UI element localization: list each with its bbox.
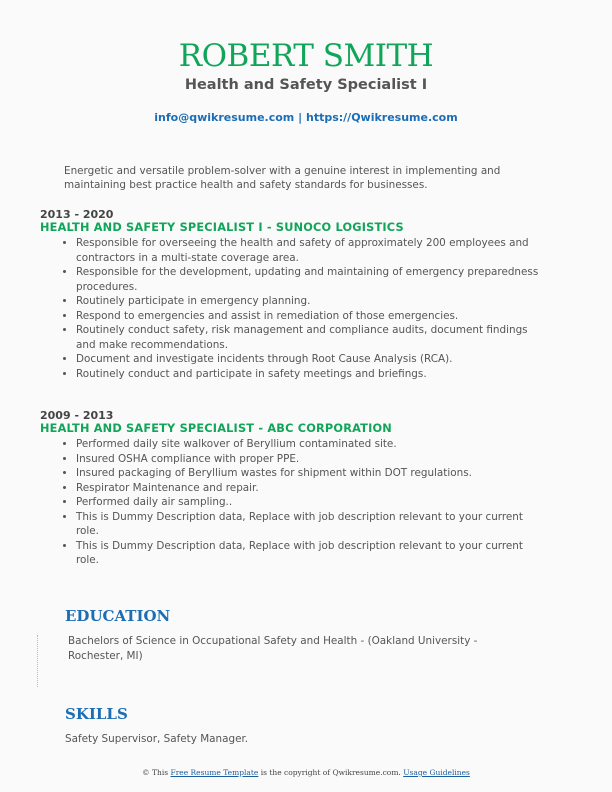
list-item: • Routinely conduct safety, risk management and compliance audits, document findings and make recommendations. (76, 323, 540, 352)
list-item: • Responsible for the development, updating and maintaining of emergency preparedness procedures. (76, 265, 540, 294)
list-item: • Respond to emergencies and assist in remediation of those emergencies. (76, 309, 540, 324)
skills-text: Safety Supervisor, Safety Manager. (65, 733, 249, 745)
footer-middle: is the copyright of Qwikresume.com. (260, 768, 401, 777)
job-dates: 2013 - 2020 (40, 208, 114, 221)
job-heading: HEALTH AND SAFETY SPECIALIST I - SUNOCO LOGISTICS (40, 221, 404, 234)
list-item: • Respirator Maintenance and repair. (76, 481, 540, 496)
list-item: • Performed daily site walkover of Beryllium contaminated site. (76, 437, 540, 452)
job-entry (40, 409, 540, 568)
divider (37, 635, 38, 687)
list-item: • Responsible for overseeing the health and safety of approximately 200 employees and contractors in a multi-state coverage area. (76, 236, 540, 265)
contact-line (0, 111, 612, 124)
list-item: • Routinely participate in emergency planning. (76, 294, 540, 309)
job-title: Health and Safety Specialist I (184, 77, 428, 93)
list-item: • This is Dummy Description data, Replace with job description relevant to your current role. (76, 510, 540, 539)
list-item: • This is Dummy Description data, Replace with job description relevant to your current role. (76, 539, 540, 568)
free-template-link[interactable]: Free Resume Template (170, 768, 259, 777)
candidate-name: ROBERT SMITH (178, 38, 434, 74)
education-text: Bachelors of Science in Occupational Safety and Health - (Oakland University - Rochester, MI) (68, 635, 478, 662)
list-item: • Insured packaging of Beryllium wastes for shipment within DOT regulations. (76, 466, 540, 481)
job-dates: 2009 - 2013 (40, 409, 114, 422)
separator: | (298, 111, 303, 124)
list-item: • Routinely conduct and participate in safety meetings and briefings. (76, 367, 540, 382)
website-link[interactable]: https://Qwikresume.com (305, 111, 458, 124)
usage-guidelines-link[interactable]: Usage Guidelines (403, 768, 470, 777)
list-item: • Performed daily air sampling.. (76, 495, 540, 510)
footer-prefix: © This (142, 768, 169, 777)
job-entry (40, 208, 540, 381)
job-heading: HEALTH AND SAFETY SPECIALIST - ABC CORPORATION (40, 422, 392, 435)
summary: Energetic and versatile problem-solver with a genuine interest in implementing and maintaining best practice health and safety standards for businesses. (64, 165, 501, 191)
list-item: • Insured OSHA compliance with proper PPE. (76, 452, 540, 467)
job-bullets (40, 236, 540, 381)
list-item: • Document and investigate incidents through Root Cause Analysis (RCA). (76, 352, 540, 367)
email-link[interactable]: info@qwikresume.com (154, 111, 295, 124)
job-bullets (40, 437, 540, 568)
skills-heading: SKILLS (65, 705, 128, 723)
education-heading: EDUCATION (65, 607, 171, 625)
footer (0, 768, 612, 777)
